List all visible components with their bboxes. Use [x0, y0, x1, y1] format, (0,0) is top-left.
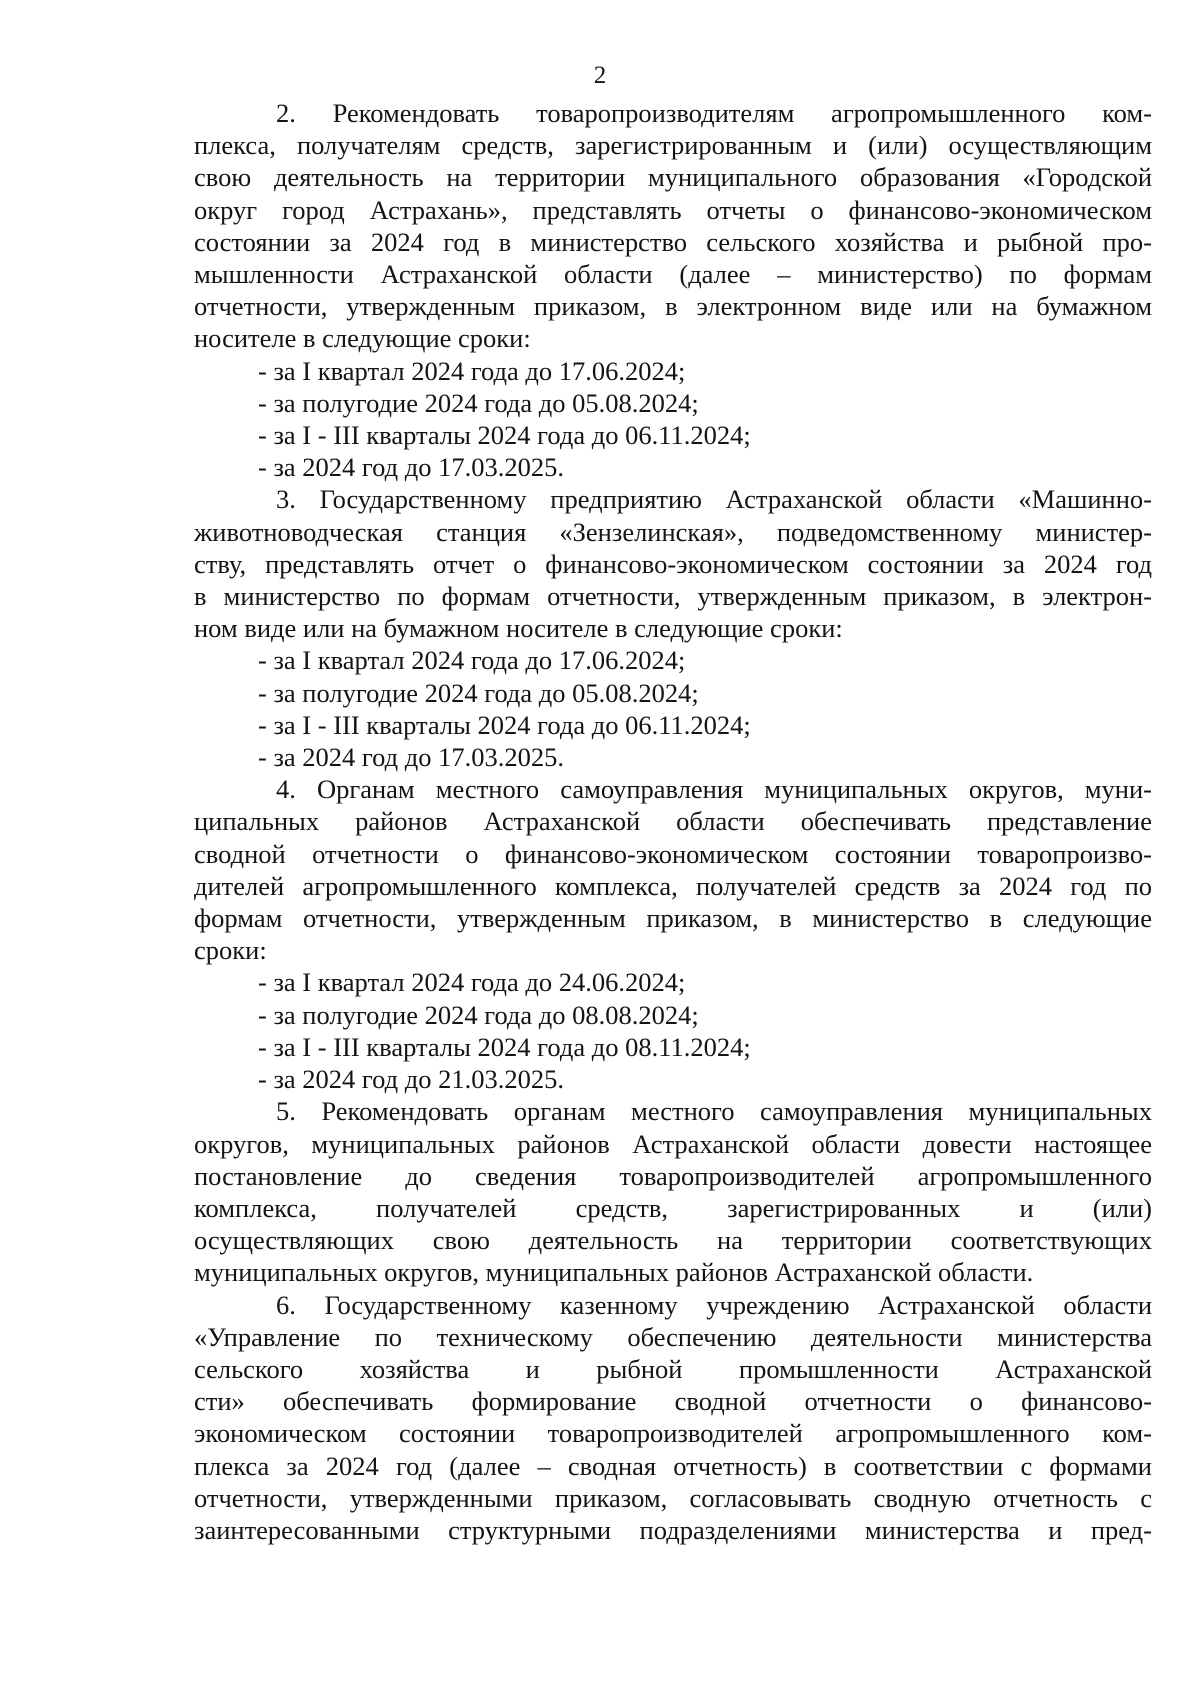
text-line: ципальных районов Астраханской области обеспечивать представление: [194, 806, 1152, 837]
text-line: округов, муниципальных районов Астраханской области довести настоящее: [194, 1128, 1152, 1159]
text-line: муниципальных округов, муниципальных районов Астраханской области.: [194, 1257, 1034, 1288]
list-item: - за I - III кварталы 2024 года до 06.11.2024;: [258, 420, 751, 451]
text-line: плекса за 2024 год (далее – сводная отчетность) в соответствии с формами: [194, 1450, 1152, 1481]
text-line: 5. Рекомендовать органам местного самоуправления муниципальных: [276, 1096, 1152, 1127]
list-item: - за 2024 год до 17.03.2025.: [258, 742, 564, 773]
list-item: - за I квартал 2024 года до 17.06.2024;: [258, 645, 686, 676]
text-line: постановление до сведения товаропроизводителей агропромышленного: [194, 1160, 1152, 1191]
list-item: - за I квартал 2024 года до 24.06.2024;: [258, 967, 686, 998]
text-line: сводной отчетности о финансово-экономическом состоянии товаропроизво-: [194, 838, 1152, 869]
list-item: - за 2024 год до 21.03.2025.: [258, 1064, 564, 1095]
text-line: экономическом состоянии товаропроизводителей агропромышленного ком-: [194, 1418, 1152, 1449]
text-line: мышленности Астраханской области (далее – министерство) по формам: [194, 259, 1152, 290]
text-line: свою деятельность на территории муниципального образования «Городской: [194, 162, 1152, 193]
text-line: округ город Астрахань», представлять отчеты о финансово-экономическом: [194, 194, 1152, 225]
text-line: состоянии за 2024 год в министерство сельского хозяйства и рыбной про-: [194, 226, 1152, 257]
text-line: сельского хозяйства и рыбной промышленности Астраханской: [194, 1353, 1152, 1384]
text-line: отчетности, утвержденными приказом, согласовывать сводную отчетность с: [194, 1482, 1152, 1513]
text-line: отчетности, утвержденным приказом, в электронном виде или на бумажном: [194, 291, 1152, 322]
page-number: 2: [593, 62, 607, 89]
list-item: - за I - III кварталы 2024 года до 08.11.2024;: [258, 1031, 751, 1062]
text-line: 3. Государственному предприятию Астраханской области «Машинно-: [276, 484, 1152, 515]
text-line: 4. Органам местного самоуправления муниципальных округов, муни-: [276, 774, 1152, 805]
text-line: сроки:: [194, 935, 267, 966]
text-line: дителей агропромышленного комплекса, получателей средств за 2024 год по: [194, 870, 1152, 901]
text-line: животноводческая станция «Зензелинская», подведомственному министер-: [194, 516, 1152, 547]
text-line: сти» обеспечивать формирование сводной отчетности о финансово-: [194, 1386, 1152, 1417]
text-line: носителе в следующие сроки:: [194, 323, 531, 354]
text-line: заинтересованными структурными подразделениями министерства и пред-: [194, 1514, 1152, 1545]
text-line: в министерство по формам отчетности, утвержденным приказом, в электрон-: [194, 581, 1152, 612]
list-item: - за I квартал 2024 года до 17.06.2024;: [258, 355, 686, 386]
text-line: 6. Государственному казенному учреждению Астраханской области: [276, 1289, 1152, 1320]
text-line: комплекса, получателей средств, зарегистрированных и (или): [194, 1192, 1152, 1223]
list-item: - за 2024 год до 17.03.2025.: [258, 452, 564, 483]
list-item: - за полугодие 2024 года до 05.08.2024;: [258, 677, 699, 708]
list-item: - за полугодие 2024 года до 05.08.2024;: [258, 387, 699, 418]
text-line: «Управление по техническому обеспечению деятельности министерства: [194, 1321, 1152, 1352]
document-body: [194, 97, 1152, 1546]
text-line: 2. Рекомендовать товаропроизводителям агропромышленного ком-: [276, 98, 1152, 128]
text-line: ном виде или на бумажном носителе в следующие сроки:: [194, 613, 843, 644]
list-item: - за I - III кварталы 2024 года до 06.11.2024;: [258, 709, 751, 740]
text-line: осуществляющих свою деятельность на территории соответствующих: [194, 1225, 1152, 1256]
list-item: - за полугодие 2024 года до 08.08.2024;: [258, 999, 699, 1030]
text-line: плекса, получателям средств, зарегистрированным и (или) осуществляющим: [194, 130, 1152, 161]
text-line: формам отчетности, утвержденным приказом, в министерство в следующие: [194, 903, 1152, 934]
text-line: ству, представлять отчет о финансово-экономическом состоянии за 2024 год: [194, 548, 1152, 579]
